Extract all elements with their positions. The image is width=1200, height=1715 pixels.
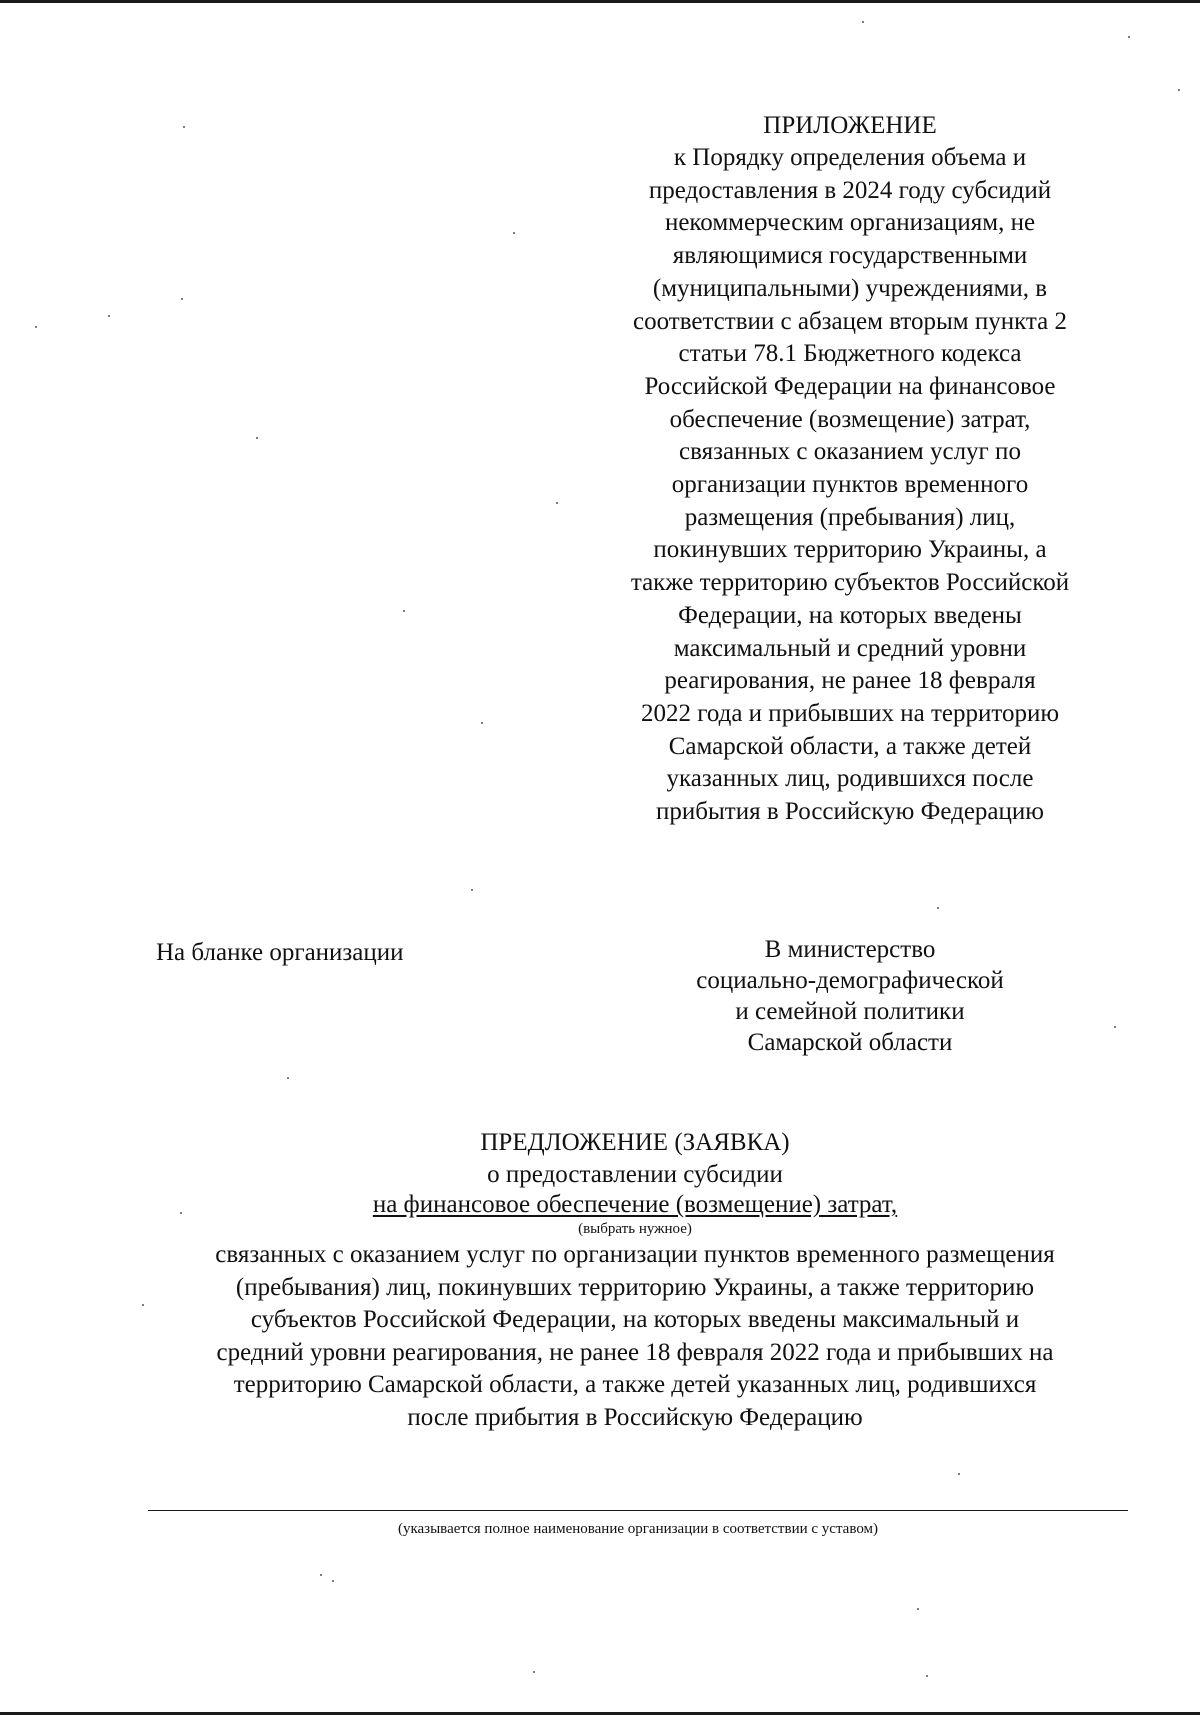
- scan-speck: [35, 326, 37, 328]
- appendix-line: связанных с оказанием услуг по: [679, 438, 1021, 466]
- org-name-fill-line: [148, 1510, 1128, 1511]
- appendix-line: реагирования, не ранее 18 февраля: [664, 667, 1036, 695]
- scan-speck: [471, 889, 473, 891]
- scan-speck: [183, 126, 185, 128]
- scan-speck: [937, 907, 939, 909]
- scan-speck: [180, 1212, 182, 1214]
- appendix-line: организации пунктов временного: [671, 471, 1029, 499]
- addressee-line: Самарской области: [747, 1029, 953, 1056]
- scan-speck: [862, 21, 864, 23]
- scan-speck: [320, 1574, 322, 1576]
- appendix-line: являющимися государственными: [672, 242, 1028, 270]
- proposal-choice-hint: (выбрать нужное): [578, 1221, 692, 1237]
- appendix-line: 2022 года и прибывших на территорию: [640, 699, 1060, 727]
- scan-speck: [181, 298, 183, 300]
- scan-speck: [256, 437, 258, 439]
- proposal-block: [140, 1126, 1130, 1434]
- appendix-line: также территорию субъектов Российской: [630, 569, 1070, 597]
- appendix-line: размещения (пребывания) лиц,: [684, 503, 1016, 531]
- scan-speck: [287, 1077, 289, 1079]
- appendix-line: к Порядку определения объема и: [673, 144, 1027, 171]
- proposal-body-line: после прибытия в Российскую Федерацию: [407, 1403, 863, 1431]
- scan-speck: [958, 1473, 960, 1475]
- proposal-body-line: средний уровни реагирования, не ранее 18 февраля 2022 года и прибывших на: [216, 1338, 1054, 1366]
- org-name-hint: (указывается полное наименование организации в соответствии с уставом): [397, 1521, 879, 1537]
- proposal-body: [140, 1239, 1130, 1434]
- scan-speck: [533, 1671, 535, 1673]
- addressee-line: В министерство: [764, 936, 936, 963]
- appendix-block: [590, 110, 1110, 829]
- scan-speck: [1114, 1026, 1116, 1028]
- appendix-line: соответствии с абзацем вторым пункта 2: [633, 307, 1067, 335]
- proposal-body-line: связанных с оказанием услуг по организации пунктов временного размещения: [215, 1241, 1055, 1268]
- proposal-body-line: (пребывания) лиц, покинувших территорию Украины, а также территорию: [235, 1273, 1035, 1301]
- appendix-line: Российской Федерации на финансовое: [644, 372, 1056, 400]
- appendix-line: Федерации, на которых введены: [678, 601, 1022, 629]
- addressee-line: социально-демографической: [696, 967, 1004, 994]
- scan-speck: [513, 232, 515, 234]
- proposal-subtitle: о предоставлении субсидии: [487, 1161, 783, 1188]
- appendix-line: статьи 78.1 Бюджетного кодекса: [678, 340, 1022, 368]
- appendix-line: максимальный и средний уровни: [673, 634, 1027, 662]
- appendix-line: обеспечение (возмещение) затрат,: [669, 405, 1031, 433]
- letterhead-note: На бланке организации: [156, 939, 404, 966]
- appendix-line: Самарской области, а также детей: [668, 732, 1032, 760]
- appendix-title: ПРИЛОЖЕНИЕ: [763, 112, 937, 139]
- scan-speck: [556, 502, 558, 504]
- scan-top-border: [0, 0, 1200, 3]
- proposal-body-line: субъектов Российской Федерации, на которых введены максимальный и: [250, 1306, 1020, 1333]
- proposal-body-line: территорию Самарской области, а также детей указанных лиц, родившихся: [233, 1371, 1037, 1398]
- addressee-line: и семейной политики: [735, 998, 965, 1025]
- scan-speck: [108, 315, 110, 317]
- appendix-line: указанных лиц, родившихся после: [666, 765, 1034, 793]
- appendix-line: (муниципальными) учреждениями, в: [652, 274, 1048, 302]
- appendix-line: покинувших территорию Украины, а: [653, 536, 1047, 564]
- appendix-line: прибытия в Российскую Федерацию: [656, 798, 1044, 826]
- scan-speck: [481, 722, 483, 724]
- appendix-line: предоставления в 2024 году субсидий: [648, 176, 1052, 204]
- proposal-choice-field: на финансовое обеспечение (возмещение) затрат,: [372, 1191, 898, 1218]
- scan-speck: [403, 610, 405, 612]
- scan-speck: [917, 1608, 919, 1610]
- appendix-line: некоммерческим организациям, не: [664, 209, 1036, 237]
- scan-speck: [1178, 89, 1180, 91]
- addressee-block: [640, 934, 1060, 1058]
- scan-speck: [926, 1675, 928, 1677]
- scan-speck: [332, 1580, 334, 1582]
- scan-speck: [142, 1304, 144, 1306]
- proposal-title: ПРЕДЛОЖЕНИЕ (ЗАЯВКА): [480, 1129, 790, 1156]
- scan-speck: [1128, 36, 1130, 38]
